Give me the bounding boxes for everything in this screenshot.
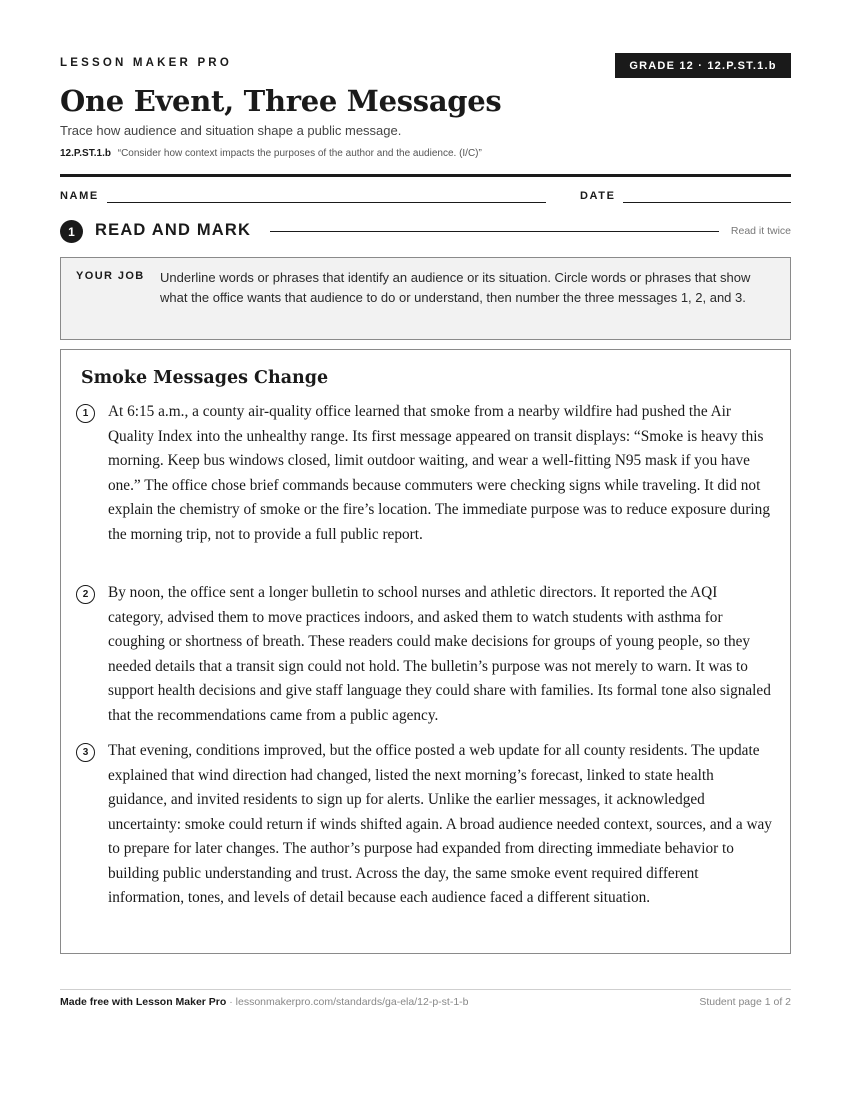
section-title: READ AND MARK [95, 221, 252, 239]
footer-url[interactable]: · lessonmakerpro.com/standards/ga-ela/12-p-st-1-b [226, 996, 469, 1008]
paragraph-number-2: 2 [76, 585, 95, 604]
instructions-text: Underline words or phrases that identify an audience or its situation. Circle words or phrases that show what the office wants that audience to do or understand, then number the three messages 1, 2, and 3. [160, 270, 751, 305]
footer-made-with: Made free with Lesson Maker Pro [60, 996, 227, 1008]
instructions-label: YOUR JOB [76, 270, 145, 282]
standard-code: 12.P.ST.1.b [60, 148, 111, 159]
paragraph-2: By noon, the office sent a longer bulletin to school nurses and athletic directors. It reported the AQI category, advised them to move practices indoors, and asked them to watch students with asthma for coughing or shortness of breath. These readers could make decisions for groups of young people, so they needed details that a transit sign could not hold. The bulletin’s purpose was not merely to warn. It was to support health decisions and give staff language they could share with families. Its formal tone also signaled that the recommendations came from a public agency. [108, 584, 771, 724]
section-header [60, 219, 791, 243]
reading-passage [60, 349, 791, 954]
grade-badge: GRADE 12 · 12.P.ST.1.b [615, 53, 791, 78]
footer-page-label: Student page 1 of 2 [699, 996, 791, 1008]
date-field[interactable] [623, 202, 791, 203]
name-label: NAME [60, 190, 99, 202]
date-label: DATE [580, 190, 616, 202]
standard-text: “Consider how context impacts the purposes of the author and the audience. (I/C)” [117, 148, 482, 159]
standard-line [60, 148, 482, 159]
paragraph-3: That evening, conditions improved, but the office posted a web update for all county residents. The update explained that wind direction had changed, listed the next morning’s forecast, linked to state health guidance, and invited residents to sign up for alerts. Unlike the earlier messages, it acknowledged uncertainty: smoke could return if winds shifted again. A broad audience needed context, sources, and a way to prepare for later changes. The author’s purpose had expanded from directing immediate behavior to building public understanding and trust. Across the day, the same smoke event required different information, tones, and levels of detail because each audience faced a different situation. [108, 742, 772, 906]
paragraph-number-1: 1 [76, 404, 95, 423]
page-title: One Event, Three Messages [60, 84, 502, 118]
paragraph-number-3: 3 [76, 743, 95, 762]
brand-name: LESSON MAKER PRO [60, 57, 232, 69]
section-note: Read it twice [730, 225, 791, 237]
step-number-badge: 1 [60, 220, 83, 243]
paragraph-1: At 6:15 a.m., a county air-quality office learned that smoke from a nearby wildfire had pushed the Air Quality Index into the unhealthy range. Its first message appeared on transit displays: “Smoke is heavy this morning. Keep bus windows closed, limit outdoor waiting, and wear a well-fitting N95 mask if you have one.” The office chose brief commands because commuters were checking signs while traveling. It did not explain the chemistry of smoke or the fire’s location. The immediate purpose was to reduce exposure during the morning trip, not to provide a full public report. [108, 403, 770, 543]
worksheet-page [60, 0, 791, 1100]
name-date-row [60, 190, 791, 206]
header-divider [60, 174, 791, 177]
name-field[interactable] [107, 202, 546, 203]
footer-credit [60, 996, 469, 1008]
section-divider [270, 231, 719, 232]
instructions-box [60, 257, 791, 340]
passage-title: Smoke Messages Change [81, 368, 329, 388]
footer-divider [60, 989, 791, 990]
page-subtitle: Trace how audience and situation shape a public message. [60, 123, 402, 138]
